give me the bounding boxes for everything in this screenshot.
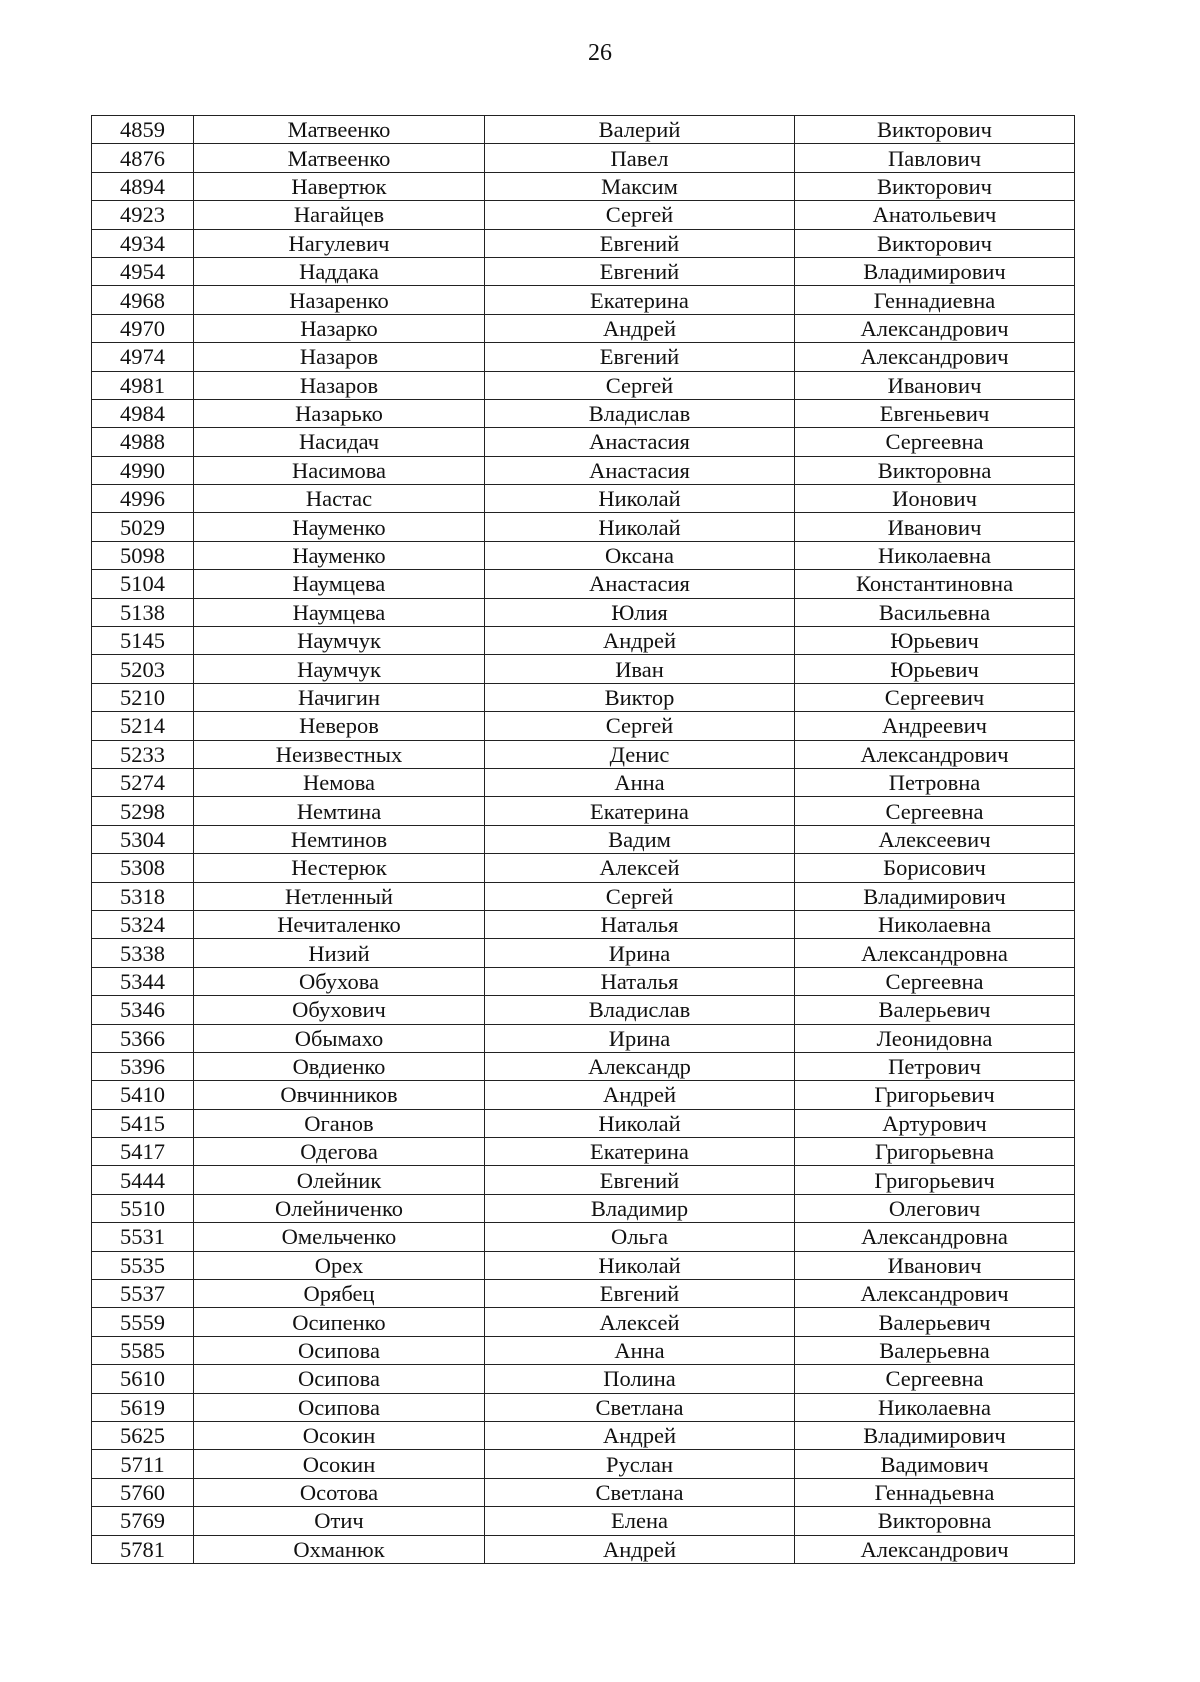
cell-number: 5274 (92, 768, 194, 796)
cell-last-name: Матвеенко (194, 144, 485, 172)
cell-patronymic: Александровна (795, 939, 1075, 967)
cell-number: 5510 (92, 1194, 194, 1222)
table-row (92, 1280, 1075, 1308)
table-row (92, 1336, 1075, 1364)
cell-number: 5324 (92, 910, 194, 938)
cell-last-name: Нагайцев (194, 201, 485, 229)
table-row (92, 343, 1075, 371)
cell-number: 4934 (92, 229, 194, 257)
cell-patronymic: Иванович (795, 513, 1075, 541)
cell-last-name: Насимова (194, 456, 485, 484)
cell-patronymic: Васильевна (795, 598, 1075, 626)
cell-last-name: Насидач (194, 428, 485, 456)
cell-number: 5769 (92, 1507, 194, 1535)
cell-number: 4996 (92, 485, 194, 513)
table-row (92, 399, 1075, 427)
table-row (92, 541, 1075, 569)
table-row (92, 513, 1075, 541)
cell-first-name: Андрей (485, 314, 795, 342)
cell-number: 5366 (92, 1024, 194, 1052)
table-row (92, 1507, 1075, 1535)
cell-number: 5531 (92, 1223, 194, 1251)
cell-last-name: Орябец (194, 1280, 485, 1308)
table-row (92, 1024, 1075, 1052)
cell-last-name: Назарько (194, 399, 485, 427)
table-row (92, 797, 1075, 825)
cell-patronymic: Андреевич (795, 712, 1075, 740)
cell-last-name: Нагулевич (194, 229, 485, 257)
cell-number: 4968 (92, 286, 194, 314)
cell-patronymic: Петрович (795, 1052, 1075, 1080)
cell-patronymic: Борисович (795, 854, 1075, 882)
cell-patronymic: Сергеевна (795, 1365, 1075, 1393)
cell-first-name: Николай (485, 1109, 795, 1137)
cell-number: 5585 (92, 1336, 194, 1364)
cell-first-name: Валерий (485, 116, 795, 144)
cell-first-name: Анастасия (485, 428, 795, 456)
cell-first-name: Сергей (485, 201, 795, 229)
cell-first-name: Иван (485, 655, 795, 683)
cell-patronymic: Александрович (795, 1280, 1075, 1308)
cell-patronymic: Викторович (795, 229, 1075, 257)
cell-first-name: Евгений (485, 1166, 795, 1194)
cell-first-name: Александр (485, 1052, 795, 1080)
cell-patronymic: Константиновна (795, 570, 1075, 598)
cell-first-name: Андрей (485, 1081, 795, 1109)
cell-number: 4859 (92, 116, 194, 144)
cell-first-name: Светлана (485, 1478, 795, 1506)
cell-first-name: Евгений (485, 257, 795, 285)
cell-patronymic: Евгеньевич (795, 399, 1075, 427)
cell-patronymic: Григорьевич (795, 1166, 1075, 1194)
table-row (92, 1223, 1075, 1251)
cell-last-name: Настас (194, 485, 485, 513)
cell-number: 5104 (92, 570, 194, 598)
cell-patronymic: Николаевна (795, 1393, 1075, 1421)
cell-patronymic: Александрович (795, 314, 1075, 342)
cell-first-name: Николай (485, 485, 795, 513)
cell-last-name: Немова (194, 768, 485, 796)
cell-first-name: Павел (485, 144, 795, 172)
cell-patronymic: Алексеевич (795, 825, 1075, 853)
cell-first-name: Андрей (485, 627, 795, 655)
cell-number: 4981 (92, 371, 194, 399)
table-row (92, 1081, 1075, 1109)
cell-last-name: Охманюк (194, 1535, 485, 1563)
cell-first-name: Евгений (485, 1280, 795, 1308)
cell-last-name: Омельченко (194, 1223, 485, 1251)
cell-last-name: Одегова (194, 1138, 485, 1166)
cell-patronymic: Николаевна (795, 541, 1075, 569)
cell-patronymic: Валерьевич (795, 996, 1075, 1024)
table-row (92, 257, 1075, 285)
cell-first-name: Юлия (485, 598, 795, 626)
cell-patronymic: Вадимович (795, 1450, 1075, 1478)
cell-last-name: Олейник (194, 1166, 485, 1194)
table-row (92, 286, 1075, 314)
cell-first-name: Евгений (485, 229, 795, 257)
cell-number: 5210 (92, 683, 194, 711)
cell-last-name: Наумцева (194, 570, 485, 598)
cell-first-name: Анна (485, 768, 795, 796)
cell-number: 4894 (92, 172, 194, 200)
cell-patronymic: Иванович (795, 1251, 1075, 1279)
cell-last-name: Наддака (194, 257, 485, 285)
cell-patronymic: Юрьевич (795, 655, 1075, 683)
table-row (92, 485, 1075, 513)
table-row (92, 144, 1075, 172)
cell-first-name: Анастасия (485, 456, 795, 484)
cell-first-name: Ольга (485, 1223, 795, 1251)
cell-last-name: Олейниченко (194, 1194, 485, 1222)
cell-first-name: Ирина (485, 939, 795, 967)
table-row (92, 627, 1075, 655)
cell-last-name: Науменко (194, 513, 485, 541)
cell-first-name: Вадим (485, 825, 795, 853)
cell-patronymic: Ионович (795, 485, 1075, 513)
table-row (92, 683, 1075, 711)
cell-number: 5537 (92, 1280, 194, 1308)
cell-last-name: Осокин (194, 1450, 485, 1478)
cell-last-name: Осипенко (194, 1308, 485, 1336)
cell-number: 5338 (92, 939, 194, 967)
cell-number: 5410 (92, 1081, 194, 1109)
cell-first-name: Елена (485, 1507, 795, 1535)
cell-last-name: Обухова (194, 967, 485, 995)
cell-patronymic: Юрьевич (795, 627, 1075, 655)
table-row (92, 712, 1075, 740)
cell-first-name: Полина (485, 1365, 795, 1393)
cell-number: 5625 (92, 1421, 194, 1449)
cell-patronymic: Григорьевна (795, 1138, 1075, 1166)
cell-last-name: Обымахо (194, 1024, 485, 1052)
cell-first-name: Екатерина (485, 797, 795, 825)
cell-last-name: Нестерюк (194, 854, 485, 882)
cell-number: 5304 (92, 825, 194, 853)
cell-first-name: Оксана (485, 541, 795, 569)
cell-patronymic: Сергеевич (795, 683, 1075, 711)
table-row (92, 882, 1075, 910)
cell-number: 5298 (92, 797, 194, 825)
cell-first-name: Алексей (485, 1308, 795, 1336)
table-row (92, 314, 1075, 342)
cell-patronymic: Леонидовна (795, 1024, 1075, 1052)
cell-last-name: Немтина (194, 797, 485, 825)
cell-patronymic: Александровна (795, 1223, 1075, 1251)
table-row (92, 570, 1075, 598)
cell-first-name: Денис (485, 740, 795, 768)
cell-first-name: Руслан (485, 1450, 795, 1478)
cell-first-name: Наталья (485, 910, 795, 938)
cell-number: 5711 (92, 1450, 194, 1478)
cell-last-name: Низий (194, 939, 485, 967)
cell-patronymic: Александрович (795, 740, 1075, 768)
cell-number: 5308 (92, 854, 194, 882)
cell-patronymic: Анатольевич (795, 201, 1075, 229)
table-row (92, 967, 1075, 995)
table-row (92, 768, 1075, 796)
cell-last-name: Овдиенко (194, 1052, 485, 1080)
table-row (92, 201, 1075, 229)
table-row (92, 1194, 1075, 1222)
cell-last-name: Назаров (194, 371, 485, 399)
cell-last-name: Наумчук (194, 627, 485, 655)
cell-number: 5098 (92, 541, 194, 569)
cell-first-name: Николай (485, 1251, 795, 1279)
cell-number: 5417 (92, 1138, 194, 1166)
cell-first-name: Светлана (485, 1393, 795, 1421)
cell-number: 5781 (92, 1535, 194, 1563)
cell-last-name: Осипова (194, 1336, 485, 1364)
cell-patronymic: Викторович (795, 116, 1075, 144)
cell-patronymic: Сергеевна (795, 428, 1075, 456)
cell-last-name: Назарко (194, 314, 485, 342)
cell-patronymic: Сергеевна (795, 797, 1075, 825)
cell-number: 5444 (92, 1166, 194, 1194)
table-row (92, 1109, 1075, 1137)
cell-number: 4954 (92, 257, 194, 285)
cell-number: 5610 (92, 1365, 194, 1393)
cell-last-name: Матвеенко (194, 116, 485, 144)
cell-first-name: Сергей (485, 371, 795, 399)
cell-first-name: Анна (485, 1336, 795, 1364)
cell-last-name: Немтинов (194, 825, 485, 853)
cell-patronymic: Олегович (795, 1194, 1075, 1222)
cell-patronymic: Иванович (795, 371, 1075, 399)
table-row (92, 1450, 1075, 1478)
cell-first-name: Екатерина (485, 1138, 795, 1166)
table-row (92, 1308, 1075, 1336)
table-row (92, 229, 1075, 257)
cell-number: 5138 (92, 598, 194, 626)
roster-table-body (92, 116, 1075, 1564)
cell-number: 4984 (92, 399, 194, 427)
roster-table (91, 115, 1075, 1564)
cell-number: 5203 (92, 655, 194, 683)
cell-first-name: Ирина (485, 1024, 795, 1052)
cell-patronymic: Валерьевич (795, 1308, 1075, 1336)
cell-last-name: Назаров (194, 343, 485, 371)
table-row (92, 939, 1075, 967)
cell-last-name: Науменко (194, 541, 485, 569)
cell-patronymic: Сергеевна (795, 967, 1075, 995)
table-row (92, 1393, 1075, 1421)
table-row (92, 1138, 1075, 1166)
table-row (92, 1421, 1075, 1449)
table-row (92, 996, 1075, 1024)
cell-first-name: Алексей (485, 854, 795, 882)
cell-number: 5318 (92, 882, 194, 910)
cell-patronymic: Валерьевна (795, 1336, 1075, 1364)
table-row (92, 910, 1075, 938)
cell-patronymic: Владимирович (795, 257, 1075, 285)
cell-number: 5535 (92, 1251, 194, 1279)
cell-patronymic: Геннадьевна (795, 1478, 1075, 1506)
cell-patronymic: Викторовна (795, 456, 1075, 484)
cell-number: 5233 (92, 740, 194, 768)
table-row (92, 116, 1075, 144)
table-row (92, 172, 1075, 200)
cell-first-name: Сергей (485, 882, 795, 910)
cell-patronymic: Павлович (795, 144, 1075, 172)
cell-first-name: Сергей (485, 712, 795, 740)
table-row (92, 428, 1075, 456)
cell-last-name: Наумцева (194, 598, 485, 626)
cell-number: 4923 (92, 201, 194, 229)
cell-last-name: Неизвестных (194, 740, 485, 768)
cell-first-name: Наталья (485, 967, 795, 995)
table-row (92, 655, 1075, 683)
cell-last-name: Отич (194, 1507, 485, 1535)
cell-number: 5619 (92, 1393, 194, 1421)
cell-first-name: Андрей (485, 1421, 795, 1449)
cell-first-name: Владислав (485, 996, 795, 1024)
cell-last-name: Овчинников (194, 1081, 485, 1109)
cell-first-name: Екатерина (485, 286, 795, 314)
cell-first-name: Андрей (485, 1535, 795, 1563)
table-row (92, 1535, 1075, 1563)
cell-last-name: Наумчук (194, 655, 485, 683)
cell-number: 5760 (92, 1478, 194, 1506)
cell-number: 5415 (92, 1109, 194, 1137)
cell-first-name: Анастасия (485, 570, 795, 598)
cell-last-name: Осокин (194, 1421, 485, 1449)
cell-last-name: Назаренко (194, 286, 485, 314)
cell-patronymic: Викторович (795, 172, 1075, 200)
cell-last-name: Нетленный (194, 882, 485, 910)
cell-patronymic: Николаевна (795, 910, 1075, 938)
table-row (92, 456, 1075, 484)
cell-patronymic: Владимирович (795, 882, 1075, 910)
cell-number: 5145 (92, 627, 194, 655)
cell-last-name: Осипова (194, 1365, 485, 1393)
cell-last-name: Неверов (194, 712, 485, 740)
cell-patronymic: Викторовна (795, 1507, 1075, 1535)
table-row (92, 371, 1075, 399)
table-row (92, 740, 1075, 768)
cell-number: 5029 (92, 513, 194, 541)
cell-last-name: Осотова (194, 1478, 485, 1506)
cell-number: 5344 (92, 967, 194, 995)
cell-last-name: Нечиталенко (194, 910, 485, 938)
cell-number: 5346 (92, 996, 194, 1024)
cell-last-name: Оганов (194, 1109, 485, 1137)
cell-patronymic: Григорьевич (795, 1081, 1075, 1109)
cell-number: 4988 (92, 428, 194, 456)
table-row (92, 1478, 1075, 1506)
cell-number: 4876 (92, 144, 194, 172)
cell-last-name: Начигин (194, 683, 485, 711)
cell-number: 4974 (92, 343, 194, 371)
cell-number: 4990 (92, 456, 194, 484)
cell-patronymic: Александрович (795, 343, 1075, 371)
cell-first-name: Владислав (485, 399, 795, 427)
cell-number: 5396 (92, 1052, 194, 1080)
cell-last-name: Обухович (194, 996, 485, 1024)
cell-number: 5559 (92, 1308, 194, 1336)
table-row (92, 1251, 1075, 1279)
table-row (92, 1052, 1075, 1080)
cell-number: 5214 (92, 712, 194, 740)
page-number: 26 (588, 40, 612, 66)
cell-first-name: Николай (485, 513, 795, 541)
cell-patronymic: Петровна (795, 768, 1075, 796)
cell-patronymic: Владимирович (795, 1421, 1075, 1449)
cell-patronymic: Геннадиевна (795, 286, 1075, 314)
cell-patronymic: Александрович (795, 1535, 1075, 1563)
cell-last-name: Орех (194, 1251, 485, 1279)
cell-first-name: Виктор (485, 683, 795, 711)
table-row (92, 825, 1075, 853)
cell-first-name: Максим (485, 172, 795, 200)
cell-patronymic: Артурович (795, 1109, 1075, 1137)
table-row (92, 1365, 1075, 1393)
cell-first-name: Владимир (485, 1194, 795, 1222)
cell-last-name: Осипова (194, 1393, 485, 1421)
cell-last-name: Навертюк (194, 172, 485, 200)
cell-first-name: Евгений (485, 343, 795, 371)
table-row (92, 598, 1075, 626)
table-row (92, 854, 1075, 882)
table-row (92, 1166, 1075, 1194)
cell-number: 4970 (92, 314, 194, 342)
